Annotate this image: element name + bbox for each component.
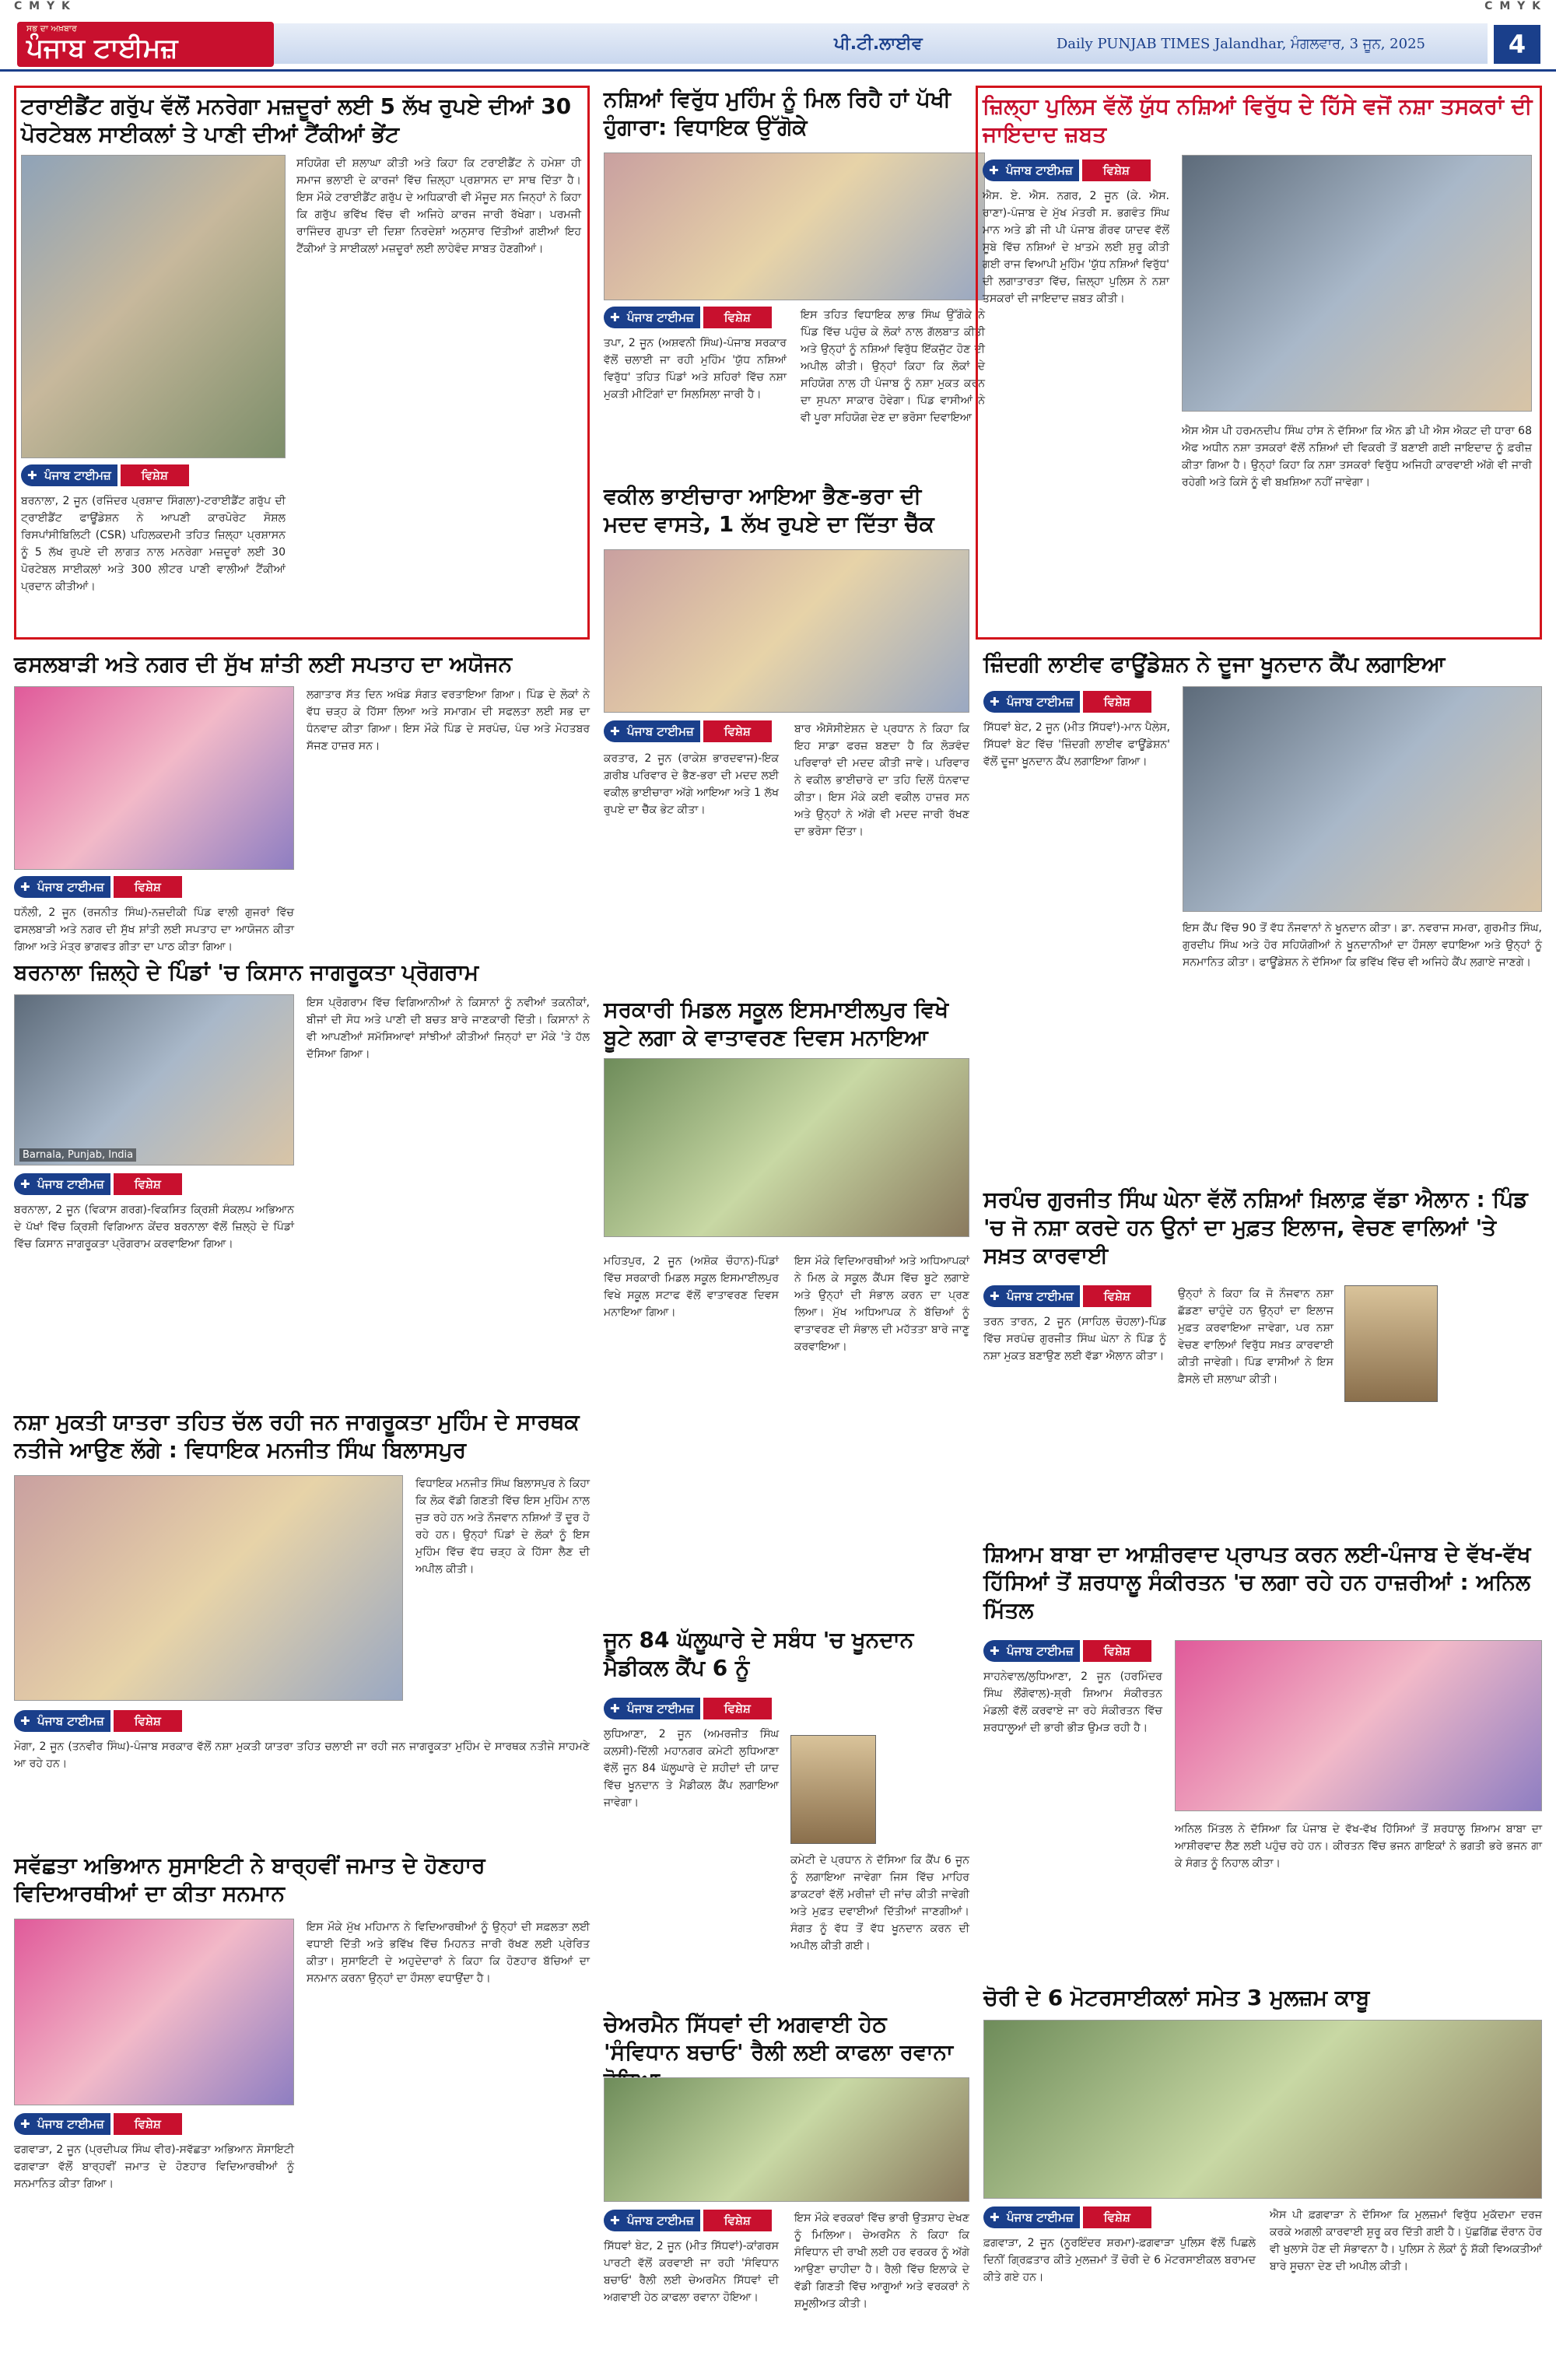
story-body: ਇਸ ਮੌਕੇ ਵਰਕਰਾਂ ਵਿੱਚ ਭਾਰੀ ਉਤਸ਼ਾਹ ਦੇਖਣ ਨੂੰ ਮਿਲਿਆ। ਚੇਅਰਮੈਨ ਨੇ ਕਿਹਾ ਕਿ ਸੰਵਿਧਾਨ ਦੀ ਰਾਖੀ ਲਈ ਹਰ ਵਰਕਰ ਨੂੰ ਅੱਗੇ ਆਉਣਾ ਚਾਹੀਦਾ ਹੈ। ਰੈਲੀ ਵਿੱਚ ਇਲਾਕੇ ਦੇ ਵੱਡੀ ਗਿਣਤੀ ਵਿੱਚ ਆਗੂਆਂ ਅਤੇ ਵਰਕਰਾਂ ਨੇ ਸ਼ਮੂਲੀਅਤ ਕੀਤੀ। xyxy=(794,2212,969,2310)
news-photo xyxy=(21,155,286,458)
story-dateline: ਕਰਤਾਰ, 2 ਜੂਨ (ਰਾਕੇਸ਼ ਭਾਰਦਵਾਜ)-ਇਕ ਗ਼ਰੀਬ ਪਰਿਵਾਰ ਦੇ ਭੈਣ-ਭਰਾ ਦੀ ਮਦਦ ਲਈ ਵਕੀਲ ਭਾਈਚਾਰਾ ਅੱਗੇ ਆਇਆ ਅਤੇ 1 ਲੱਖ ਰੁਪਏ ਦਾ ਚੈੱਕ ਭੇਟ ਕੀਤਾ। xyxy=(604,752,779,816)
news-photo xyxy=(604,549,969,713)
byline-tag xyxy=(14,1173,161,1195)
story-body: ਕਮੇਟੀ ਦੇ ਪ੍ਰਧਾਨ ਨੇ ਦੱਸਿਆ ਕਿ ਕੈਂਪ 6 ਜੂਨ ਨੂੰ ਲਗਾਇਆ ਜਾਵੇਗਾ ਜਿਸ ਵਿੱਚ ਮਾਹਿਰ ਡਾਕਟਰਾਂ ਵੱਲੋਂ ਮਰੀਜ਼ਾਂ ਦੀ ਜਾਂਚ ਕੀਤੀ ਜਾਵੇਗੀ ਅਤੇ ਮੁਫ਼ਤ ਦਵਾਈਆਂ ਦਿੱਤੀਆਂ ਜਾਣਗੀਆਂ। ਸੰਗਤ ਨੂੰ ਵੱਧ ਤੋਂ ਵੱਧ ਖੂਨਦਾਨ ਕਰਨ ਦੀ ਅਪੀਲ ਕੀਤੀ ਗਈ। xyxy=(790,1854,969,1952)
headline-school: ਸਰਕਾਰੀ ਮਿਡਲ ਸਕੂਲ ਇਸਮਾਈਲਪੁਰ ਵਿਖੇ ਬੂਟੇ ਲਗਾ ਕੇ ਵਾਤਾਵਰਣ ਦਿਵਸ ਮਨਾਇਆ xyxy=(604,997,949,1050)
photo-banner-text: Barnala, Punjab, India xyxy=(19,1148,136,1162)
byline-tag xyxy=(14,1710,161,1732)
story-dateline: ਸਿੱਧਵਾਂ ਬੇਟ, 2 ਜੂਨ (ਮੀਤ ਸਿੱਧਵਾਂ)-ਮਾਨ ਪੈਲੇਸ, ਸਿੱਧਵਾਂ ਬੇਟ ਵਿੱਚ 'ਜ਼ਿੰਦਗੀ ਲਾਈਵ ਫਾਊਂਡੇਸ਼ਨ' ਵੱਲੋਂ ਦੂਜਾ ਖੂਨਦਾਨ ਕੈਂਪ ਲਗਾਇਆ ਗਿਆ। xyxy=(983,721,1170,768)
tag-vishesh: ਵਿਸ਼ੇਸ਼ xyxy=(114,1173,182,1195)
tag-brand: ਪੰਜਾਬ ਟਾਈਮਜ਼ xyxy=(627,2214,694,2228)
tag-brand: ਪੰਜਾਬ ਟਾਈਮਜ਼ xyxy=(1006,163,1073,177)
story-dateline: ਮੋਗਾ, 2 ਜੂਨ (ਤਨਵੀਰ ਸਿੰਘ)-ਪੰਜਾਬ ਸਰਕਾਰ ਵੱਲੋਂ ਨਸ਼ਾ ਮੁਕਤੀ ਯਾਤਰਾ ਤਹਿਤ ਚਲਾਈ ਜਾ ਰਹੀ ਜਨ ਜਾਗਰੂਕਤਾ ਮੁਹਿੰਮ ਦੇ ਸਾਰਥਕ ਨਤੀਜੇ ਸਾਹਮਣੇ ਆ ਰਹੇ ਹਨ। xyxy=(14,1740,590,1770)
story-school xyxy=(604,1058,969,1649)
story-zindagi-live xyxy=(983,650,1542,1179)
story-body: ਇਸ ਮੌਕੇ ਮੁੱਖ ਮਹਿਮਾਨ ਨੇ ਵਿਦਿਆਰਥੀਆਂ ਨੂੰ ਉਨ੍ਹਾਂ ਦੀ ਸਫ਼ਲਤਾ ਲਈ ਵਧਾਈ ਦਿੱਤੀ ਅਤੇ ਭਵਿੱਖ ਵਿੱਚ ਮਿਹਨਤ ਜਾਰੀ ਰੱਖਣ ਲਈ ਪ੍ਰੇਰਿਤ ਕੀਤਾ। ਸੁਸਾਇਟੀ ਦੇ ਅਹੁਦੇਦਾਰਾਂ ਨੇ ਕਿਹਾ ਕਿ ਹੋਣਹਾਰ ਬੱਚਿਆਂ ਦਾ ਸਨਮਾਨ ਕਰਨਾ ਉਨ੍ਹਾਂ ਦਾ ਹੌਸਲਾ ਵਧਾਉਂਦਾ ਹੈ। xyxy=(307,1921,590,1985)
byline-tag xyxy=(983,1640,1130,1662)
tag-vishesh: ਵਿਸ਼ੇਸ਼ xyxy=(703,2210,772,2231)
story-dateline: ਬਰਨਾਲਾ, 2 ਜੂਨ (ਵਿਕਾਸ ਗਰਗ)-ਵਿਕਸਿਤ ਕ੍ਰਿਸ਼ੀ ਸੰਕਲਪ ਅਭਿਆਨ ਦੇ ਪੱਖਾਂ ਵਿੱਚ ਕ੍ਰਿਸ਼ੀ ਵਿਗਿਆਨ ਕੇਂਦਰ ਬਰਨਾਲਾ ਵੱਲੋਂ ਜ਼ਿਲ੍ਹੇ ਦੇ ਪਿੰਡਾਂ ਵਿੱਚ ਕਿਸਾਨ ਜਾਗਰੂਕਤਾ ਪ੍ਰੋਗਰਾਮ ਕਰਵਾਇਆ ਗਿਆ। xyxy=(14,1204,294,1250)
byline-tag xyxy=(604,720,751,742)
headline: ਨਸ਼ਾ ਮੁਕਤੀ ਯਾਤਰਾ ਤਹਿਤ ਚੱਲ ਰਹੀ ਜਨ ਜਾਗਰੂਕਤਾ ਮੁਹਿੰਮ ਦੇ ਸਾਰਥਕ ਨਤੀਜੇ ਆਉਣ ਲੱਗੇ : ਵਿਧਾਇਕ ਮਨਜੀਤ ਸਿੰਘ ਬਿਲਾਸਪੁਰ xyxy=(14,1409,580,1463)
tag-brand: ਪੰਜਾਬ ਟਾਈਮਜ਼ xyxy=(37,1177,104,1191)
byline-tag xyxy=(14,876,161,898)
story-sarpanch xyxy=(983,1186,1542,1528)
byline-tag xyxy=(983,691,1130,713)
tag-brand: ਪੰਜਾਬ ਟਾਈਮਜ਼ xyxy=(37,880,104,894)
portrait-photo xyxy=(1344,1285,1438,1402)
news-photo xyxy=(14,1475,403,1701)
story-body: ਇਸ ਪ੍ਰੋਗਰਾਮ ਵਿੱਚ ਵਿਗਿਆਨੀਆਂ ਨੇ ਕਿਸਾਨਾਂ ਨੂੰ ਨਵੀਆਂ ਤਕਨੀਕਾਂ, ਬੀਜਾਂ ਦੀ ਸੋਧ ਅਤੇ ਪਾਣੀ ਦੀ ਬਚਤ ਬਾਰੇ ਜਾਣਕਾਰੀ ਦਿੱਤੀ। ਕਿਸਾਨਾਂ ਨੇ ਵੀ ਆਪਣੀਆਂ ਸਮੱਸਿਆਵਾਂ ਸਾਂਝੀਆਂ ਕੀਤੀਆਂ ਜਿਨ੍ਹਾਂ ਦਾ ਮੌਕੇ 'ਤੇ ਹੱਲ ਦੱਸਿਆ ਗਿਆ। xyxy=(307,997,590,1060)
cmyk-marks-right: C M Y K xyxy=(1484,0,1542,12)
story-ugoke xyxy=(604,86,985,475)
news-photo xyxy=(604,2077,969,2202)
story-dateline: ਸਿੱਧਵਾਂ ਬੇਟ, 2 ਜੂਨ (ਮੀਤ ਸਿੱਧਵਾਂ)-ਕਾਂਗਰਸ ਪਾਰਟੀ ਵੱਲੋਂ ਕਰਵਾਈ ਜਾ ਰਹੀ 'ਸੰਵਿਧਾਨ ਬਚਾਓ' ਰੈਲੀ ਲਈ ਚੇਅਰਮੈਨ ਸਿੱਧਵਾਂ ਦੀ ਅਗਵਾਈ ਹੇਠ ਕਾਫਲਾ ਰਵਾਨਾ ਹੋਇਆ। xyxy=(604,2240,779,2304)
headline: ਵਕੀਲ ਭਾਈਚਾਰਾ ਆਇਆ ਭੈਣ-ਭਰਾ ਦੀ ਮਦਦ ਵਾਸਤੇ, 1 ਲੱਖ ਰੁਪਏ ਦਾ ਦਿੱਤਾ ਚੈੱਕ xyxy=(604,483,934,537)
headline: ਸ਼ਿਆਮ ਬਾਬਾ ਦਾ ਆਸ਼ੀਰਵਾਦ ਪ੍ਰਾਪਤ ਕਰਨ ਲਈ-ਪੰਜਾਬ ਦੇ ਵੱਖ-ਵੱਖ ਹਿੱਸਿਆਂ ਤੋਂ ਸ਼ਰਧਾਲੂ ਸੰਕੀਰਤਨ 'ਚ ਲਗਾ ਰਹੇ ਹਨ ਹਾਜ਼ਰੀਆਂ : ਅਨਿਲ ਮਿੱਤਲ xyxy=(983,1541,1531,1623)
tag-vishesh: ਵਿਸ਼ੇਸ਼ xyxy=(114,876,182,898)
story-svachhta xyxy=(14,1852,590,2365)
tag-brand: ਪੰਜਾਬ ਟਾਈਮਜ਼ xyxy=(627,1702,694,1716)
story-shyam-baba xyxy=(983,1541,1542,1976)
byline-tag xyxy=(983,159,1130,181)
story-dateline: ਸਾਹਨੇਵਾਲ/ਲੁਧਿਆਣਾ, 2 ਜੂਨ (ਹਰਮਿੰਦਰ ਸਿੰਘ ਲੌਂਗੋਵਾਲ)-ਸ਼੍ਰੀ ਸ਼ਿਆਮ ਸੰਕੀਰਤਨ ਮੰਡਲੀ ਵੱਲੋਂ ਕਰਵਾਏ ਜਾ ਰਹੇ ਸੰਕੀਰਤਨ ਵਿੱਚ ਸ਼ਰਧਾਲੂਆਂ ਦੀ ਭਾਰੀ ਭੀੜ ਉਮੜ ਰਹੀ ਹੈ। xyxy=(983,1670,1162,1734)
tag-vishesh: ਵਿਸ਼ੇਸ਼ xyxy=(1082,159,1151,181)
tag-brand: ਪੰਜਾਬ ਟਾਈਮਜ਼ xyxy=(37,2117,104,2131)
story-dateline: ਫਗਵਾੜਾ, 2 ਜੂਨ (ਪ੍ਰਦੀਪਕ ਸਿੰਘ ਵੀਰ)-ਸਵੱਛਤਾ ਅਭਿਆਨ ਸੋਸਾਇਟੀ ਫਗਵਾੜਾ ਵੱਲੋਂ ਬਾਰ੍ਹਵੀਂ ਜਮਾਤ ਦੇ ਹੋਣਹਾਰ ਵਿਦਿਆਰਥੀਆਂ ਨੂੰ ਸਨਮਾਨਿਤ ਕੀਤਾ ਗਿਆ। xyxy=(14,2143,294,2190)
tag-brand: ਪੰਜਾਬ ਟਾਈਮਜ਼ xyxy=(44,468,111,482)
story-body: ਸਹਿਯੋਗ ਦੀ ਸ਼ਲਾਘਾ ਕੀਤੀ ਅਤੇ ਕਿਹਾ ਕਿ ਟਰਾਈਡੈਂਟ ਨੇ ਹਮੇਸ਼ਾ ਹੀ ਸਮਾਜ ਭਲਾਈ ਦੇ ਕਾਰਜਾਂ ਵਿੱਚ ਜ਼ਿਲ੍ਹਾ ਪ੍ਰਸ਼ਾਸਨ ਦਾ ਸਾਥ ਦਿੱਤਾ ਹੈ। ਇਸ ਮੌਕੇ ਟਰਾਈਡੈਂਟ ਗਰੁੱਪ ਦੇ ਅਧਿਕਾਰੀ ਵੀ ਮੌਜੂਦ ਸਨ ਜਿਨ੍ਹਾਂ ਨੇ ਕਿਹਾ ਕਿ ਗਰੁੱਪ ਭਵਿੱਖ ਵਿੱਚ ਵੀ ਅਜਿਹੇ ਕਾਰਜ ਜਾਰੀ ਰੱਖੇਗਾ। ਪਰਮਜੀ ਰਾਜਿੰਦਰ ਗੁਪਤਾ ਦੀ ਦਿਸ਼ਾ ਨਿਰਦੇਸ਼ਾਂ ਅਨੁਸਾਰ ਦਿੱਤੀਆਂ ਗਈਆਂ ਇਹ ਟੈਂਕੀਆਂ ਤੇ ਸਾਈਕਲਾਂ ਮਜ਼ਦੂਰਾਂ ਲਈ ਲਾਹੇਵੰਦ ਸਾਬਤ ਹੋਣਗੀਆਂ। xyxy=(296,157,581,255)
section-name: ਪੀ.ਟੀ.ਲਾਈਵ xyxy=(834,34,923,54)
story-kisan xyxy=(14,959,590,1394)
story-body: ਅਨਿਲ ਮਿੱਤਲ ਨੇ ਦੱਸਿਆ ਕਿ ਪੰਜਾਬ ਦੇ ਵੱਖ-ਵੱਖ ਹਿੱਸਿਆਂ ਤੋਂ ਸ਼ਰਧਾਲੂ ਸ਼ਿਆਮ ਬਾਬਾ ਦਾ ਆਸ਼ੀਰਵਾਦ ਲੈਣ ਲਈ ਪਹੁੰਚ ਰਹੇ ਹਨ। ਕੀਰਤਨ ਵਿੱਚ ਭਜਨ ਗਾਇਕਾਂ ਨੇ ਭਗਤੀ ਭਰੇ ਭਜਨ ਗਾ ਕੇ ਸੰਗਤ ਨੂੰ ਨਿਹਾਲ ਕੀਤਾ। xyxy=(1175,1823,1542,1870)
tag-brand: ਪੰਜਾਬ ਟਾਈਮਜ਼ xyxy=(1007,2210,1074,2224)
story-trident xyxy=(14,86,590,640)
story-body: ਵਿਧਾਇਕ ਮਨਜੀਤ ਸਿੰਘ ਬਿਲਾਸਪੁਰ ਨੇ ਕਿਹਾ ਕਿ ਲੋਕ ਵੱਡੀ ਗਿਣਤੀ ਵਿੱਚ ਇਸ ਮੁਹਿੰਮ ਨਾਲ ਜੁੜ ਰਹੇ ਹਨ ਅਤੇ ਨੌਜਵਾਨ ਨਸ਼ਿਆਂ ਤੋਂ ਦੂਰ ਹੋ ਰਹੇ ਹਨ। ਉਨ੍ਹਾਂ ਪਿੰਡਾਂ ਦੇ ਲੋਕਾਂ ਨੂੰ ਇਸ ਮੁਹਿੰਮ ਵਿੱਚ ਵੱਧ ਚੜ੍ਹ ਕੇ ਹਿੱਸਾ ਲੈਣ ਦੀ ਅਪੀਲ ਕੀਤੀ। xyxy=(415,1477,590,1576)
story-dateline: ਐਸ. ਏ. ਐਸ. ਨਗਰ, 2 ਜੂਨ (ਕੇ. ਐਸ. ਰਾਣਾ)-ਪੰਜਾਬ ਦੇ ਮੁੱਖ ਮੰਤਰੀ ਸ. ਭਗਵੰਤ ਸਿੰਘ ਮਾਨ ਅਤੇ ਡੀ ਜੀ ਪੀ ਪੰਜਾਬ ਗੌਰਵ ਯਾਦਵ ਵੱਲੋਂ ਸੂਬੇ ਵਿੱਚ ਨਸ਼ਿਆਂ ਦੇ ਖ਼ਾਤਮੇ ਲਈ ਸ਼ੁਰੂ ਕੀਤੀ ਗਈ ਰਾਜ ਵਿਆਪੀ ਮੁਹਿੰਮ 'ਯੁੱਧ ਨਸ਼ਿਆਂ ਵਿਰੁੱਧ' ਦੀ ਲਗਾਤਾਰਤਾ ਵਿੱਚ, ਜ਼ਿਲ੍ਹਾ ਪੁਲਿਸ ਨੇ ਨਸ਼ਾ ਤਸਕਰਾਂ ਦੀ ਜਾਇਦਾਦ ਜ਼ਬਤ ਕੀਤੀ। xyxy=(983,190,1169,305)
story-saptah xyxy=(14,650,590,953)
story-body: ਲਗਾਤਾਰ ਸੱਤ ਦਿਨ ਅਖੰਡ ਸੰਗਤ ਵਰਤਾਇਆ ਗਿਆ। ਪਿੰਡ ਦੇ ਲੋਕਾਂ ਨੇ ਵੱਧ ਚੜ੍ਹ ਕੇ ਹਿੱਸਾ ਲਿਆ ਅਤੇ ਸਮਾਗਮ ਦੀ ਸਫਲਤਾ ਲਈ ਸਭ ਦਾ ਧੰਨਵਾਦ ਕੀਤਾ ਗਿਆ। ਇਸ ਮੌਕੇ ਪਿੰਡ ਦੇ ਸਰਪੰਚ, ਪੰਚ ਅਤੇ ਮੋਹਤਬਰ ਸੱਜਣ ਹਾਜ਼ਰ ਸਨ। xyxy=(307,689,590,752)
news-photo xyxy=(1175,1640,1542,1811)
story-dateline: ਮਹਿਤਪੁਰ, 2 ਜੂਨ (ਅਸ਼ੋਕ ਚੌਹਾਨ)-ਪਿੰਡਾਂ ਵਿੱਚ ਸਰਕਾਰੀ ਮਿਡਲ ਸਕੂਲ ਇਸਮਾਈਲਪੁਰ ਵਿਖੇ ਸਕੂਲ ਸਟਾਫ ਵੱਲੋਂ ਵਾਤਾਵਰਣ ਦਿਵਸ ਮਨਾਇਆ ਗਿਆ। xyxy=(604,1255,779,1319)
news-photo xyxy=(1183,686,1542,912)
headline: ਬਰਨਾਲਾ ਜ਼ਿਲ੍ਹੇ ਦੇ ਪਿੰਡਾਂ 'ਚ ਕਿਸਾਨ ਜਾਗਰੂਕਤਾ ਪ੍ਰੋਗਰਾਮ xyxy=(14,959,479,985)
tag-vishesh: ਵਿਸ਼ੇਸ਼ xyxy=(1083,1640,1151,1662)
news-photo xyxy=(14,994,294,1165)
byline-tag xyxy=(604,2210,751,2231)
headline: ਜੂਨ 84 ਘੱਲੂਘਾਰੇ ਦੇ ਸਬੰਧ 'ਚ ਖੂਨਦਾਨ ਮੈਡੀਕਲ ਕੈਂਪ 6 ਨੂੰ xyxy=(604,1627,914,1681)
news-photo xyxy=(983,2020,1542,2199)
news-photo xyxy=(604,1058,969,1237)
news-photo xyxy=(604,152,985,300)
story-body: ਬਾਰ ਐਸੋਸੀਏਸ਼ਨ ਦੇ ਪ੍ਰਧਾਨ ਨੇ ਕਿਹਾ ਕਿ ਇਹ ਸਾਡਾ ਫਰਜ਼ ਬਣਦਾ ਹੈ ਕਿ ਲੋੜਵੰਦ ਪਰਿਵਾਰਾਂ ਦੀ ਮਦਦ ਕੀਤੀ ਜਾਵੇ। ਪਰਿਵਾਰ ਨੇ ਵਕੀਲ ਭਾਈਚਾਰੇ ਦਾ ਤਹਿ ਦਿਲੋਂ ਧੰਨਵਾਦ ਕੀਤਾ। ਇਸ ਮੌਕੇ ਕਈ ਵਕੀਲ ਹਾਜ਼ਰ ਸਨ ਅਤੇ ਉਨ੍ਹਾਂ ਨੇ ਅੱਗੇ ਵੀ ਮਦਦ ਜਾਰੀ ਰੱਖਣ ਦਾ ਭਰੋਸਾ ਦਿੱਤਾ। xyxy=(794,723,969,838)
byline-tag xyxy=(14,2113,161,2135)
headline: ਟਰਾਈਡੈਂਟ ਗਰੁੱਪ ਵੱਲੋਂ ਮਨਰੇਗਾ ਮਜ਼ਦੂਰਾਂ ਲਈ 5 ਲੱਖ ਰੁਪਏ ਦੀਆਂ 30 ਪੋਰਟੇਬਲ ਸਾਈਕਲਾਂ ਤੇ ਪਾਣੀ ਦੀਆਂ ਟੈਂਕੀਆਂ ਭੇਂਟ xyxy=(21,93,572,147)
tag-vishesh: ਵਿਸ਼ੇਸ਼ xyxy=(703,720,772,742)
headline: ਚੇਅਰਮੈਨ ਸਿੱਧਵਾਂ ਦੀ ਅਗਵਾਈ ਹੇਠ 'ਸੰਵਿਧਾਨ ਬਚਾਓ' ਰੈਲੀ ਲਈ ਕਾਫਲਾ ਰਵਾਨਾ xyxy=(604,2011,953,2065)
tag-brand: ਪੰਜਾਬ ਟਾਈਮਜ਼ xyxy=(1007,1644,1074,1658)
tag-brand: ਪੰਜਾਬ ਟਾਈਮਜ਼ xyxy=(627,724,694,738)
headline: ਸਵੱਛਤਾ ਅਭਿਆਨ ਸੁਸਾਇਟੀ ਨੇ ਬਾਰ੍ਹਵੀਂ ਜਮਾਤ ਦੇ ਹੋਣਹਾਰ ਵਿਦਿਆਰਥੀਆਂ ਦਾ ਕੀਤਾ ਸਨਮਾਨ xyxy=(14,1852,485,1906)
tag-vishesh: ਵਿਸ਼ੇਸ਼ xyxy=(114,1710,182,1732)
story-body: ਇਸ ਮੌਕੇ ਵਿਦਿਆਰਥੀਆਂ ਅਤੇ ਅਧਿਆਪਕਾਂ ਨੇ ਮਿਲ ਕੇ ਸਕੂਲ ਕੈਂਪਸ ਵਿੱਚ ਬੂਟੇ ਲਗਾਏ ਅਤੇ ਉਨ੍ਹਾਂ ਦੀ ਸੰਭਾਲ ਕਰਨ ਦਾ ਪ੍ਰਣ ਲਿਆ। ਮੁੱਖ ਅਧਿਆਪਕ ਨੇ ਬੱਚਿਆਂ ਨੂੰ ਵਾਤਾਵਰਣ ਦੀ ਸੰਭਾਲ ਦੀ ਮਹੱਤਤਾ ਬਾਰੇ ਜਾਣੂ ਕਰਵਾਇਆ। xyxy=(794,1255,969,1353)
story-dateline: ਫ਼ਗਵਾੜਾ, 2 ਜੂਨ (ਨੂਰਇੰਦਰ ਸ਼ਰਮਾ)-ਫ਼ਗਵਾੜਾ ਪੁਲਿਸ ਵੱਲੋਂ ਪਿਛਲੇ ਦਿਨੀਂ ਗ੍ਰਿਫ਼ਤਾਰ ਕੀਤੇ ਮੁਲਜ਼ਮਾਂ ਤੋਂ ਚੋਰੀ ਦੇ 6 ਮੋਟਰਸਾਈਕਲ ਬਰਾਮਦ ਕੀਤੇ ਗਏ ਹਨ। xyxy=(983,2237,1256,2284)
story-body: ਇਸ ਤਹਿਤ ਵਿਧਾਇਕ ਲਾਭ ਸਿੰਘ ਉੱਗੋਕੇ ਨੇ ਪਿੰਡ ਵਿੱਚ ਪਹੁੰਚ ਕੇ ਲੋਕਾਂ ਨਾਲ ਗੱਲਬਾਤ ਕੀਤੀ ਅਤੇ ਉਨ੍ਹਾਂ ਨੂੰ ਨਸ਼ਿਆਂ ਵਿਰੁੱਧ ਇੱਕਜੁੱਟ ਹੋਣ ਦੀ ਅਪੀਲ ਕੀਤੀ। ਉਨ੍ਹਾਂ ਕਿਹਾ ਕਿ ਲੋਕਾਂ ਦੇ ਸਹਿਯੋਗ ਨਾਲ ਹੀ ਪੰਜਾਬ ਨੂੰ ਨਸ਼ਾ ਮੁਕਤ ਕਰਨ ਦਾ ਸੁਪਨਾ ਸਾਕਾਰ ਹੋਵੇਗਾ। ਪਿੰਡ ਵਾਸੀਆਂ ਨੇ ਵੀ ਪੂਰਾ ਸਹਿਯੋਗ ਦੇਣ ਦਾ ਭਰੋਸਾ ਦਿਵਾਇਆ। xyxy=(801,309,985,424)
tag-vishesh: ਵਿਸ਼ੇਸ਼ xyxy=(703,1698,772,1719)
news-photo xyxy=(14,686,294,870)
story-police-property xyxy=(976,86,1542,640)
tag-brand: ਪੰਜਾਬ ਟਾਈਮਜ਼ xyxy=(1007,1289,1074,1303)
story-body: ਐਸ ਪੀ ਫ਼ਗਵਾੜਾ ਨੇ ਦੱਸਿਆ ਕਿ ਮੁਲਜ਼ਮਾਂ ਵਿਰੁੱਧ ਮੁਕੱਦਮਾ ਦਰਜ ਕਰਕੇ ਅਗਲੀ ਕਾਰਵਾਈ ਸ਼ੁਰੂ ਕਰ ਦਿੱਤੀ ਗਈ ਹੈ। ਪੁੱਛਗਿੱਛ ਦੌਰਾਨ ਹੋਰ ਵੀ ਖੁਲਾਸੇ ਹੋਣ ਦੀ ਸੰਭਾਵਨਾ ਹੈ। ਪੁਲਿਸ ਨੇ ਲੋਕਾਂ ਨੂੰ ਸ਼ੱਕੀ ਵਿਅਕਤੀਆਂ ਬਾਰੇ ਸੂਚਨਾ ਦੇਣ ਦੀ ਅਪੀਲ ਕੀਤੀ। xyxy=(1270,2209,1542,2273)
tag-vishesh: ਵਿਸ਼ੇਸ਼ xyxy=(1083,2206,1151,2228)
headline: ਨਸ਼ਿਆਂ ਵਿਰੁੱਧ ਮੁਹਿੰਮ ਨੂੰ ਮਿਲ ਰਿਹੈ ਹਾਂ ਪੱਖੀ ਹੁੰਗਾਰਾ: ਵਿਧਾਇਕ ਉੱਗੋਕੇ xyxy=(604,86,951,140)
masthead-tagline: ਸਭ ਦਾ ਅਖ਼ਬਾਰ xyxy=(26,23,77,33)
tag-vishesh: ਵਿਸ਼ੇਸ਼ xyxy=(114,2113,182,2135)
portrait-photo xyxy=(790,1735,876,1844)
byline-tag xyxy=(604,1698,751,1719)
story-dateline: ਤਰਨ ਤਾਰਨ, 2 ਜੂਨ (ਸਾਹਿਲ ਚੋਹਲਾ)-ਪਿੰਡ ਵਿੱਚ ਸਰਪੰਚ ਗੁਰਜੀਤ ਸਿੰਘ ਘੇਨਾ ਨੇ ਪਿੰਡ ਨੂੰ ਨਸ਼ਾ ਮੁਕਤ ਬਣਾਉਣ ਲਈ ਵੱਡਾ ਐਲਾਨ ਕੀਤਾ। xyxy=(983,1316,1166,1362)
story-dateline: ਬਰਨਾਲਾ, 2 ਜੂਨ (ਰਜਿੰਦਰ ਪ੍ਰਸ਼ਾਦ ਸਿੰਗਲਾ)-ਟਰਾਈਡੈਂਟ ਗਰੁੱਪ ਦੀ ਟ੍ਰਾਈਡੈਂਟ ਫਾਊਂਡੇਸ਼ਨ ਨੇ ਆਪਣੀ ਕਾਰਪੋਰੇਟ ਸੋਸ਼ਲ ਰਿਸਪਾਂਸੀਬਿਲਿਟੀ (CSR) ਪਹਿਲਕਦਮੀ ਤਹਿਤ ਜ਼ਿਲ੍ਹਾ ਪ੍ਰਸ਼ਾਸਨ ਨੂੰ 5 ਲੱਖ ਰੁਪਏ ਦੀ ਲਾਗਤ ਨਾਲ ਮਨਰੇਗਾ ਮਜ਼ਦੂਰਾਂ ਲਈ 30 ਪੋਰਟੇਬਲ ਸਾਈਕਲਾਂ ਅਤੇ 300 ਲੀਟਰ ਪਾਣੀ ਵਾਲੀਆਂ ਟੈਂਕੀਆਂ ਪ੍ਰਦਾਨ ਕੀਤੀਆਂ। xyxy=(21,495,286,593)
story-body: ਐਸ ਐਸ ਪੀ ਹਰਮਨਦੀਪ ਸਿੰਘ ਹਾਂਸ ਨੇ ਦੱਸਿਆ ਕਿ ਐਨ ਡੀ ਪੀ ਐਸ ਐਕਟ ਦੀ ਧਾਰਾ 68 ਐਫ ਅਧੀਨ ਨਸ਼ਾ ਤਸਕਰਾਂ ਵੱਲੋਂ ਨਸ਼ਿਆਂ ਦੀ ਵਿਕਰੀ ਤੋਂ ਬਣਾਈ ਗਈ ਜਾਇਦਾਦ ਨੂੰ ਫ਼ਰੀਜ਼ ਕੀਤਾ ਗਿਆ ਹੈ। ਉਨ੍ਹਾਂ ਕਿਹਾ ਕਿ ਨਸ਼ਾ ਤਸਕਰਾਂ ਵਿਰੁੱਧ ਅਜਿਹੀ ਕਾਰਵਾਈ ਅੱਗੇ ਵੀ ਜਾਰੀ ਰਹੇਗੀ ਅਤੇ ਕਿਸੇ ਨੂੰ ਵੀ ਬਖ਼ਸ਼ਿਆ ਨਹੀਂ ਜਾਵੇਗਾ। xyxy=(1182,425,1532,489)
headline: ਜ਼ਿਲ੍ਹਾ ਪੁਲਿਸ ਵੱਲੋਂ ਯੁੱਧ ਨਸ਼ਿਆਂ ਵਿਰੁੱਧ ਦੇ ਹਿੱਸੇ ਵਜੋਂ ਨਸ਼ਾ ਤਸਕਰਾਂ ਦੀ ਜਾਇਦਾਦ ਜ਼ਬਤ xyxy=(983,93,1533,147)
story-nasha-mukti xyxy=(14,1408,590,1844)
story-dateline: ਧਨੌਲੀ, 2 ਜੂਨ (ਰਜਨੀਤ ਸਿੰਘ)-ਨਜ਼ਦੀਕੀ ਪਿੰਡ ਵਾਲੀ ਗੁਜਰਾਂ ਵਿੱਚ ਫਸਲਬਾੜੀ ਅਤੇ ਨਗਰ ਦੀ ਸੁੱਖ ਸ਼ਾਂਤੀ ਲਈ ਸਪਤਾਹ ਦਾ ਆਯੋਜਨ ਕੀਤਾ ਗਿਆ ਅਤੇ ਮੰਤ੍ਰ ਭਾਗਵਤ ਗੀਤਾ ਦਾ ਪਾਠ ਕੀਤਾ ਗਿਆ। xyxy=(14,906,294,953)
header-bar xyxy=(274,23,1488,64)
tag-brand: ਪੰਜਾਬ ਟਾਈਮਜ਼ xyxy=(1007,695,1074,709)
story-june84 xyxy=(604,1626,969,2000)
byline-tag xyxy=(983,2206,1130,2228)
tag-brand: ਪੰਜਾਬ ਟਾਈਮਜ਼ xyxy=(37,1714,104,1728)
masthead-logo xyxy=(17,22,274,67)
page-header xyxy=(0,19,1556,72)
headline: ਚੋਰੀ ਦੇ 6 ਮੋਟਰਸਾਈਕਲਾਂ ਸਮੇਤ 3 ਮੁਲਜ਼ਮ ਕਾਬੂ xyxy=(983,1985,1370,2010)
story-samvidhan xyxy=(604,2010,969,2365)
story-body: ਇਸ ਕੈਂਪ ਵਿੱਚ 90 ਤੋਂ ਵੱਧ ਨੌਜਵਾਨਾਂ ਨੇ ਖੂਨਦਾਨ ਕੀਤਾ। ਡਾ. ਨਵਰਾਜ ਸਮਰਾ, ਗੁਰਮੀਤ ਸਿੰਘ, ਗੁਰਦੀਪ ਸਿੰਘ ਅਤੇ ਹੋਰ ਸਹਿਯੋਗੀਆਂ ਨੇ ਖੂਨਦਾਨੀਆਂ ਦਾ ਹੌਸਲਾ ਵਧਾਇਆ ਅਤੇ ਉਨ੍ਹਾਂ ਨੂੰ ਸਨਮਾਨਿਤ ਕੀਤਾ। ਫਾਊਂਡੇਸ਼ਨ ਨੇ ਦੱਸਿਆ ਕਿ ਭਵਿੱਖ ਵਿੱਚ ਵੀ ਅਜਿਹੇ ਕੈਂਪ ਲਗਾਏ ਜਾਣਗੇ। xyxy=(1183,922,1542,969)
tag-brand: ਪੰਜਾਬ ਟਾਈਮਜ਼ xyxy=(627,310,694,324)
headline: ਫਸਲਬਾੜੀ ਅਤੇ ਨਗਰ ਦੀ ਸੁੱਖ ਸ਼ਾਂਤੀ ਲਈ ਸਪਤਾਹ ਦਾ ਅਯੋਜਨ xyxy=(14,651,513,677)
story-body: ਉਨ੍ਹਾਂ ਨੇ ਕਿਹਾ ਕਿ ਜੋ ਨੌਜਵਾਨ ਨਸ਼ਾ ਛੱਡਣਾ ਚਾਹੁੰਦੇ ਹਨ ਉਨ੍ਹਾਂ ਦਾ ਇਲਾਜ ਮੁਫ਼ਤ ਕਰਵਾਇਆ ਜਾਵੇਗਾ, ਪਰ ਨਸ਼ਾ ਵੇਚਣ ਵਾਲਿਆਂ ਵਿਰੁੱਧ ਸਖ਼ਤ ਕਾਰਵਾਈ ਕੀਤੀ ਜਾਵੇਗੀ। ਪਿੰਡ ਵਾਸੀਆਂ ਨੇ ਇਸ ਫ਼ੈਸਲੇ ਦੀ ਸ਼ਲਾਘਾ ਕੀਤੀ। xyxy=(1178,1288,1333,1386)
headline: ਸਰਪੰਚ ਗੁਰਜੀਤ ਸਿੰਘ ਘੇਨਾ ਵੱਲੋਂ ਨਸ਼ਿਆਂ ਖ਼ਿਲਾਫ਼ ਵੱਡਾ ਐਲਾਨ : ਪਿੰਡ 'ਚ ਜੋ ਨਸ਼ਾ ਕਰਦੇ ਹਨ ਉਨਾਂ ਦਾ ਮੁਫ਼ਤ ਇਲਾਜ, ਵੇਚਣ ਵਾਲਿਆਂ 'ਤੇ ਸਖ਼ਤ ਕਾਰਵਾਈ xyxy=(983,1186,1528,1268)
masthead-title: ਪੰਜਾਬ ਟਾਈਮਜ਼ xyxy=(26,33,178,64)
tag-vishesh: ਵਿਸ਼ੇਸ਼ xyxy=(1083,1285,1151,1307)
headline: ਜ਼ਿੰਦਗੀ ਲਾਈਵ ਫਾਊਂਡੇਸ਼ਨ ਨੇ ਦੂਜਾ ਖੂਨਦਾਨ ਕੈਂਪ ਲਗਾਇਆ xyxy=(983,651,1446,677)
page-number: 4 xyxy=(1494,25,1540,64)
story-dateline: ਤਪਾ, 2 ਜੂਨ (ਅਸ਼ਵਨੀ ਸਿੰਘ)-ਪੰਜਾਬ ਸਰਕਾਰ ਵੱਲੋਂ ਚਲਾਈ ਜਾ ਰਹੀ ਮੁਹਿੰਮ 'ਯੁੱਧ ਨਸ਼ਿਆਂ ਵਿਰੁੱਧ' ਤਹਿਤ ਪਿੰਡਾਂ ਅਤੇ ਸ਼ਹਿਰਾਂ ਵਿੱਚ ਨਸ਼ਾ ਮੁਕਤੀ ਮੀਟਿੰਗਾਂ ਦਾ ਸਿਲਸਿਲਾ ਜਾਰੀ ਹੈ। xyxy=(604,337,787,401)
cmyk-marks-left: C M Y K xyxy=(14,0,72,12)
news-photo xyxy=(1182,155,1532,412)
byline-tag xyxy=(983,1285,1130,1307)
tag-vishesh: ਵਿਸ਼ੇਸ਼ xyxy=(121,464,189,486)
tag-vishesh: ਵਿਸ਼ੇਸ਼ xyxy=(703,307,772,328)
story-theft xyxy=(983,1984,1542,2365)
news-photo xyxy=(14,1919,294,2105)
story-dateline: ਲੁਧਿਆਣਾ, 2 ਜੂਨ (ਅਮਰਜੀਤ ਸਿੰਘ ਕਲਸੀ)-ਦਿੱਲੀ ਮਹਾਨਗਰ ਕਮੇਟੀ ਲੁਧਿਆਣਾ ਵੱਲੋਂ ਜੂਨ 84 ਘੱਲੂਘਾਰੇ ਦੇ ਸ਼ਹੀਦਾਂ ਦੀ ਯਾਦ ਵਿੱਚ ਖੂਨਦਾਨ ਤੇ ਮੈਡੀਕਲ ਕੈਂਪ ਲਗਾਇਆ ਜਾਵੇਗਾ। xyxy=(604,1728,779,1809)
byline-tag xyxy=(604,307,751,328)
tag-vishesh: ਵਿਸ਼ੇਸ਼ xyxy=(1083,691,1151,713)
header-dateline: Daily PUNJAB TIMES Jalandhar, ਮੰਗਲਵਾਰ, 3 ਜੂਨ, 2025 xyxy=(1056,36,1425,52)
byline-tag xyxy=(21,464,168,486)
